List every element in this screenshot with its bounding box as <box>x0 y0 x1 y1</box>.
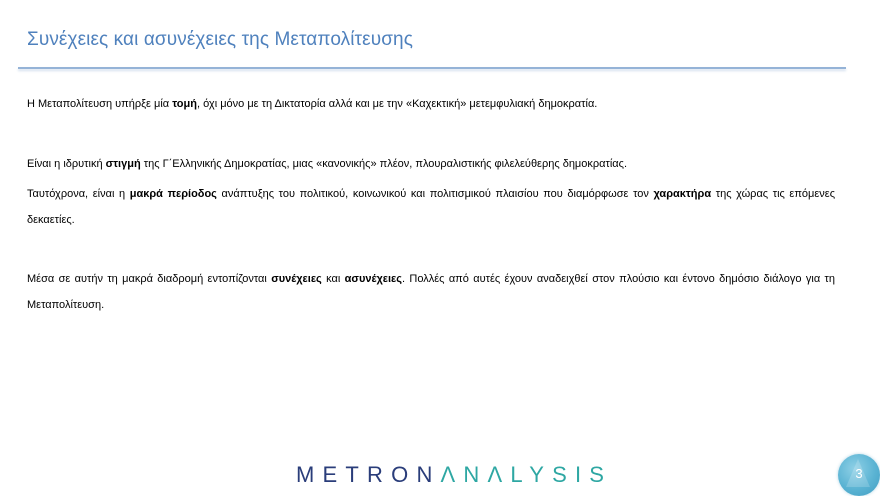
paragraph-text: Ταυτόχρονα, είναι η <box>27 188 130 200</box>
paragraph-text: ανάπτυξης του πολιτικού, κοινωνικού και πολιτισμικού πλαισίου που διαμόρφωσε τον <box>216 188 654 200</box>
slide-title: Συνέχειες και ασυνέχειες της Μεταπολίτευσης <box>27 29 413 50</box>
paragraph-text: Μέσα σε αυτήν τη μακρά διαδρομή εντοπίζονται <box>27 273 272 285</box>
paragraph-text: . Πολλές από αυτές έχουν αναδειχθεί στον πλούσιο και έντονο δημόσιο διάλογο για τη Μεταπολίτευση. <box>27 273 836 311</box>
emphasis-text: συνέχειες <box>271 273 322 285</box>
metron-analysis-logo <box>296 462 612 488</box>
paragraph-2 <box>27 151 835 177</box>
paragraph-1 <box>27 91 835 117</box>
paragraph-text: Η Μεταπολίτευση υπήρξε μία <box>27 98 173 110</box>
emphasis-text: τομή <box>172 98 197 110</box>
paragraph-text: της χώρας τις επόμενες δεκαετίες. <box>27 188 835 226</box>
paragraph-4 <box>27 266 835 318</box>
title-divider <box>18 67 846 69</box>
emphasis-text: ασυνέχειες <box>344 273 402 285</box>
emphasis-text: χαρακτήρα <box>653 188 712 200</box>
page-number-badge <box>838 454 880 496</box>
paragraph-text: Είναι η ιδρυτική <box>27 158 106 170</box>
paragraph-text: , όχι μόνο με τη Δικτατορία αλλά και με την «Καχεκτική» μετεμφυλιακή δημοκρατία. <box>196 98 598 110</box>
paragraph-text: της Γ΄Ελληνικής Δημοκρατίας, μιας «κανονικής» πλέον, πλουραλιστικής φιλελεύθερης δημοκρατίας. <box>140 158 628 170</box>
emphasis-text: στιγμή <box>105 158 141 170</box>
emphasis-text: μακρά περίοδος <box>129 188 217 200</box>
page-number: 3 <box>855 466 863 481</box>
logo-metron: METRON <box>296 462 441 487</box>
logo-analysis: ΛNΛLYSIS <box>440 462 613 487</box>
paragraph-3 <box>27 181 835 233</box>
paragraph-text: και <box>321 273 345 285</box>
